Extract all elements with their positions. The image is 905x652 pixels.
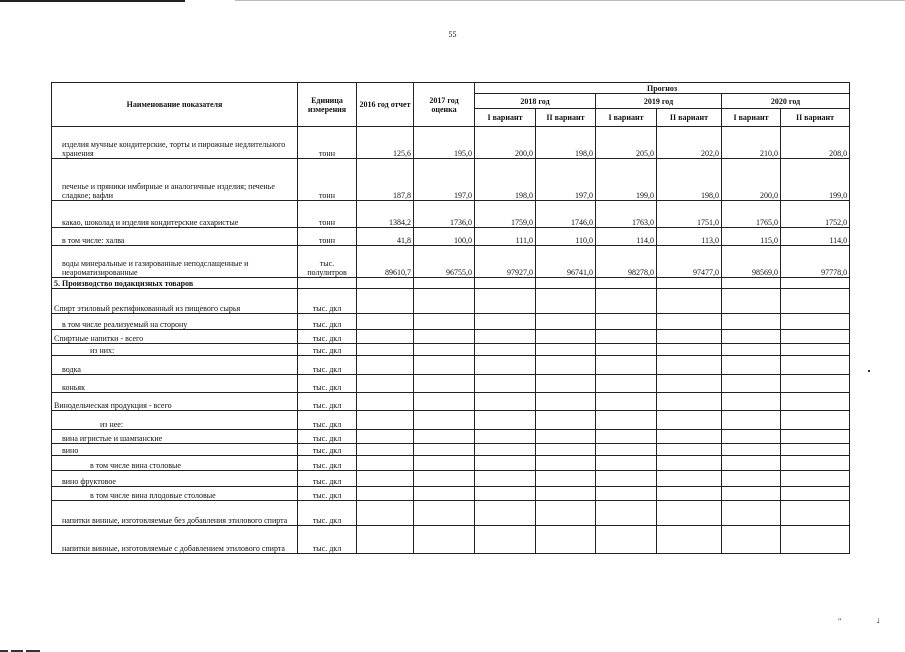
- row-value: [722, 278, 781, 289]
- row-value: [414, 314, 475, 330]
- row-value: [781, 393, 850, 411]
- row-unit: тыс. дкл: [298, 356, 357, 375]
- scan-artifact-mark: ": [838, 617, 842, 626]
- row-value: [414, 526, 475, 554]
- table-row: [52, 228, 850, 246]
- row-value: [414, 411, 475, 430]
- row-value: [414, 501, 475, 526]
- row-value: [596, 375, 657, 393]
- row-unit: тыс. дкл: [298, 487, 357, 501]
- scan-artifact-bottom-left: [0, 634, 70, 640]
- table-row: [52, 375, 850, 393]
- row-value: [475, 444, 536, 456]
- row-value: [357, 289, 414, 314]
- row-value: [475, 411, 536, 430]
- row-value: 100,0: [414, 228, 475, 246]
- row-value: [414, 330, 475, 344]
- row-name: водка: [52, 356, 298, 375]
- row-value: [475, 314, 536, 330]
- header-2016: 2016 год отчет: [357, 83, 414, 127]
- row-value: [722, 501, 781, 526]
- row-value: [536, 526, 596, 554]
- row-value: [722, 411, 781, 430]
- row-unit: тонн: [298, 127, 357, 159]
- row-value: 96741,0: [536, 246, 596, 278]
- header-variant-1: I вариант: [596, 109, 657, 127]
- row-value: [781, 314, 850, 330]
- row-value: [357, 314, 414, 330]
- row-name: напитки винные, изготовляемые без добавления этилового спирта: [52, 501, 298, 526]
- row-value: 198,0: [657, 159, 722, 201]
- table-row: [52, 159, 850, 201]
- row-value: [357, 501, 414, 526]
- row-unit: тыс. дкл: [298, 471, 357, 487]
- row-value: [596, 430, 657, 444]
- row-value: 1746,0: [536, 201, 596, 228]
- row-value: [357, 330, 414, 344]
- row-value: 97477,0: [657, 246, 722, 278]
- row-value: 110,0: [536, 228, 596, 246]
- row-value: [657, 393, 722, 411]
- row-value: [414, 471, 475, 487]
- table-row: [52, 487, 850, 501]
- table-row: [52, 246, 850, 278]
- row-value: [357, 393, 414, 411]
- row-value: [357, 444, 414, 456]
- row-value: 198,0: [475, 159, 536, 201]
- row-value: [536, 444, 596, 456]
- row-value: [475, 330, 536, 344]
- row-value: 198,0: [536, 127, 596, 159]
- row-value: [657, 356, 722, 375]
- row-value: 113,0: [657, 228, 722, 246]
- row-value: [722, 375, 781, 393]
- row-value: 41,8: [357, 228, 414, 246]
- row-unit: тонн: [298, 159, 357, 201]
- row-value: 125,6: [357, 127, 414, 159]
- row-name: в том числе реализуемый на сторону: [52, 314, 298, 330]
- row-name: Винодельческая продукция - всего: [52, 393, 298, 411]
- row-value: [596, 471, 657, 487]
- row-value: [414, 289, 475, 314]
- row-unit: тыс. дкл: [298, 444, 357, 456]
- row-value: [657, 471, 722, 487]
- row-value: 111,0: [475, 228, 536, 246]
- row-value: [475, 456, 536, 471]
- row-value: [475, 430, 536, 444]
- row-value: [781, 330, 850, 344]
- row-value: 1763,0: [596, 201, 657, 228]
- row-value: 96755,0: [414, 246, 475, 278]
- row-value: [475, 375, 536, 393]
- table-row: [52, 201, 850, 228]
- row-value: [722, 314, 781, 330]
- row-name: Спиртные напитки - всего: [52, 330, 298, 344]
- row-value: [536, 356, 596, 375]
- row-value: [536, 330, 596, 344]
- row-value: 208,0: [781, 127, 850, 159]
- row-value: [596, 278, 657, 289]
- row-value: [414, 487, 475, 501]
- row-value: 89610,7: [357, 246, 414, 278]
- row-value: 1384,2: [357, 201, 414, 228]
- row-unit: тыс. дкл: [298, 375, 357, 393]
- table-row: [52, 411, 850, 430]
- row-value: [657, 430, 722, 444]
- row-unit: тонн: [298, 228, 357, 246]
- table-row: [52, 456, 850, 471]
- row-value: [475, 501, 536, 526]
- row-value: 202,0: [657, 127, 722, 159]
- row-value: [414, 356, 475, 375]
- row-value: [357, 375, 414, 393]
- header-year-2018: 2018 год: [475, 94, 596, 109]
- header-year-2020: 2020 год: [722, 94, 850, 109]
- row-value: [722, 471, 781, 487]
- row-name: 5. Производство подакцизных товаров: [52, 278, 298, 289]
- header-variant-2: II вариант: [781, 109, 850, 127]
- row-value: 97927,0: [475, 246, 536, 278]
- row-unit: тыс. дкл: [298, 289, 357, 314]
- row-name: вино: [52, 444, 298, 456]
- row-value: [657, 314, 722, 330]
- row-value: [657, 526, 722, 554]
- row-name: изделия мучные кондитерские, торты и пирожные недлительного хранения: [52, 127, 298, 159]
- table-row: [52, 501, 850, 526]
- table-row: [52, 330, 850, 344]
- row-value: 197,0: [536, 159, 596, 201]
- row-value: 200,0: [475, 127, 536, 159]
- row-value: [475, 278, 536, 289]
- row-value: [596, 411, 657, 430]
- row-value: [657, 375, 722, 393]
- row-value: [357, 471, 414, 487]
- row-value: [722, 289, 781, 314]
- table-row: [52, 127, 850, 159]
- row-value: [536, 344, 596, 356]
- row-value: [722, 393, 781, 411]
- row-value: [536, 393, 596, 411]
- row-value: [781, 456, 850, 471]
- scan-artifact-top-line: [0, 0, 185, 2]
- row-name: в том числе вина столовые: [52, 456, 298, 471]
- table-row: [52, 278, 850, 289]
- forecast-table: [51, 82, 850, 554]
- row-value: [414, 456, 475, 471]
- row-value: 210,0: [722, 127, 781, 159]
- row-value: [357, 411, 414, 430]
- row-name: вино фруктовое: [52, 471, 298, 487]
- table-row: [52, 344, 850, 356]
- table-row: [52, 314, 850, 330]
- row-value: [475, 471, 536, 487]
- row-unit: тыс. полулитров: [298, 246, 357, 278]
- row-value: [722, 444, 781, 456]
- row-value: [536, 471, 596, 487]
- row-value: [722, 487, 781, 501]
- row-value: 98569,0: [722, 246, 781, 278]
- row-value: [781, 501, 850, 526]
- row-value: [596, 330, 657, 344]
- row-value: [596, 344, 657, 356]
- table-row: [52, 444, 850, 456]
- row-unit: тыс. дкл: [298, 501, 357, 526]
- row-value: [536, 278, 596, 289]
- header-variant-1: I вариант: [722, 109, 781, 127]
- row-unit: тыс. дкл: [298, 393, 357, 411]
- row-value: [596, 289, 657, 314]
- row-value: [475, 289, 536, 314]
- row-value: [781, 344, 850, 356]
- row-value: [781, 487, 850, 501]
- row-value: [475, 487, 536, 501]
- row-name: из нее:: [52, 411, 298, 430]
- row-value: [357, 430, 414, 444]
- row-name: из них:: [52, 344, 298, 356]
- row-name: вина игристые и шампанские: [52, 430, 298, 444]
- row-unit: тонн: [298, 201, 357, 228]
- table-row: [52, 356, 850, 375]
- header-name: Наименование показателя: [52, 83, 298, 127]
- row-unit: тыс. дкл: [298, 344, 357, 356]
- row-value: [596, 356, 657, 375]
- row-unit: тыс. дкл: [298, 314, 357, 330]
- row-value: 1751,0: [657, 201, 722, 228]
- header-variant-2: II вариант: [536, 109, 596, 127]
- header-variant-1: I вариант: [475, 109, 536, 127]
- row-unit: тыс. дкл: [298, 330, 357, 344]
- scan-artifact-top-line-light: [235, 0, 905, 1]
- row-value: [722, 344, 781, 356]
- row-value: [536, 289, 596, 314]
- row-value: [414, 375, 475, 393]
- row-value: 205,0: [596, 127, 657, 159]
- row-value: 200,0: [722, 159, 781, 201]
- row-value: [722, 526, 781, 554]
- row-value: 97778,0: [781, 246, 850, 278]
- row-value: 187,8: [357, 159, 414, 201]
- row-value: [596, 501, 657, 526]
- row-value: 197,0: [414, 159, 475, 201]
- table-row: [52, 289, 850, 314]
- row-value: [414, 393, 475, 411]
- header-forecast: Прогноз: [475, 83, 850, 94]
- row-unit: [298, 278, 357, 289]
- table-row: [52, 526, 850, 554]
- row-value: [357, 526, 414, 554]
- table-row: [52, 430, 850, 444]
- row-value: [781, 430, 850, 444]
- row-value: [657, 456, 722, 471]
- row-value: [357, 456, 414, 471]
- row-value: [475, 344, 536, 356]
- row-unit: тыс. дкл: [298, 526, 357, 554]
- row-value: [596, 393, 657, 411]
- table-row: [52, 471, 850, 487]
- row-value: [657, 344, 722, 356]
- table-row: [52, 393, 850, 411]
- header-unit: Единица измерения: [298, 83, 357, 127]
- row-value: [657, 411, 722, 430]
- page-number: 55: [448, 30, 457, 39]
- row-value: [357, 356, 414, 375]
- row-value: 98278,0: [596, 246, 657, 278]
- row-value: [657, 330, 722, 344]
- row-value: [657, 289, 722, 314]
- row-value: [722, 330, 781, 344]
- header-variant-2: II вариант: [657, 109, 722, 127]
- row-value: 114,0: [596, 228, 657, 246]
- row-value: [414, 430, 475, 444]
- row-value: [722, 430, 781, 444]
- row-value: [781, 289, 850, 314]
- header-2017: 2017 год оценка: [414, 83, 475, 127]
- row-value: [781, 471, 850, 487]
- row-name: какао, шоколад и изделия кондитерские сахаристые: [52, 201, 298, 228]
- row-value: 199,0: [596, 159, 657, 201]
- scan-artifact-mark: ↓: [876, 615, 881, 625]
- row-value: [596, 526, 657, 554]
- header-year-2019: 2019 год: [596, 94, 722, 109]
- table-body: [52, 127, 850, 554]
- row-value: [781, 411, 850, 430]
- row-value: [781, 356, 850, 375]
- row-value: [657, 501, 722, 526]
- row-unit: тыс. дкл: [298, 456, 357, 471]
- row-value: [596, 456, 657, 471]
- row-value: 1759,0: [475, 201, 536, 228]
- row-value: [536, 487, 596, 501]
- row-value: [596, 487, 657, 501]
- row-value: [357, 344, 414, 356]
- row-unit: тыс. дкл: [298, 430, 357, 444]
- row-value: [414, 278, 475, 289]
- row-value: [475, 393, 536, 411]
- row-value: [657, 444, 722, 456]
- scan-artifact-dot: [868, 370, 870, 372]
- row-name: воды минеральные и газированные неподслащенные и неароматизированные: [52, 246, 298, 278]
- row-name: печенье и пряники имбирные и аналогичные изделия; печенье сладкое; вафли: [52, 159, 298, 201]
- row-value: [781, 444, 850, 456]
- row-value: [781, 278, 850, 289]
- row-value: 114,0: [781, 228, 850, 246]
- row-value: [536, 456, 596, 471]
- row-value: [781, 526, 850, 554]
- row-value: 1765,0: [722, 201, 781, 228]
- row-value: 115,0: [722, 228, 781, 246]
- row-value: [536, 314, 596, 330]
- row-value: [596, 444, 657, 456]
- row-value: 195,0: [414, 127, 475, 159]
- row-value: [357, 278, 414, 289]
- row-value: [722, 456, 781, 471]
- row-value: [657, 487, 722, 501]
- row-name: Спирт этиловый ректификованный из пищевого сырья: [52, 289, 298, 314]
- row-value: [414, 344, 475, 356]
- row-name: коньяк: [52, 375, 298, 393]
- row-value: [414, 444, 475, 456]
- row-value: [657, 278, 722, 289]
- row-value: [536, 375, 596, 393]
- row-name: в том числе: халва: [52, 228, 298, 246]
- row-value: 1736,0: [414, 201, 475, 228]
- row-value: [536, 411, 596, 430]
- row-value: 1752,0: [781, 201, 850, 228]
- row-value: [596, 314, 657, 330]
- row-value: [357, 487, 414, 501]
- row-name: в том числе вина плодовые столовые: [52, 487, 298, 501]
- row-value: [536, 430, 596, 444]
- row-value: [475, 526, 536, 554]
- row-value: [536, 501, 596, 526]
- row-value: 199,0: [781, 159, 850, 201]
- row-value: [722, 356, 781, 375]
- row-value: [475, 356, 536, 375]
- row-value: [781, 375, 850, 393]
- row-name: напитки винные, изготовляемые с добавлением этилового спирта: [52, 526, 298, 554]
- row-unit: тыс. дкл: [298, 411, 357, 430]
